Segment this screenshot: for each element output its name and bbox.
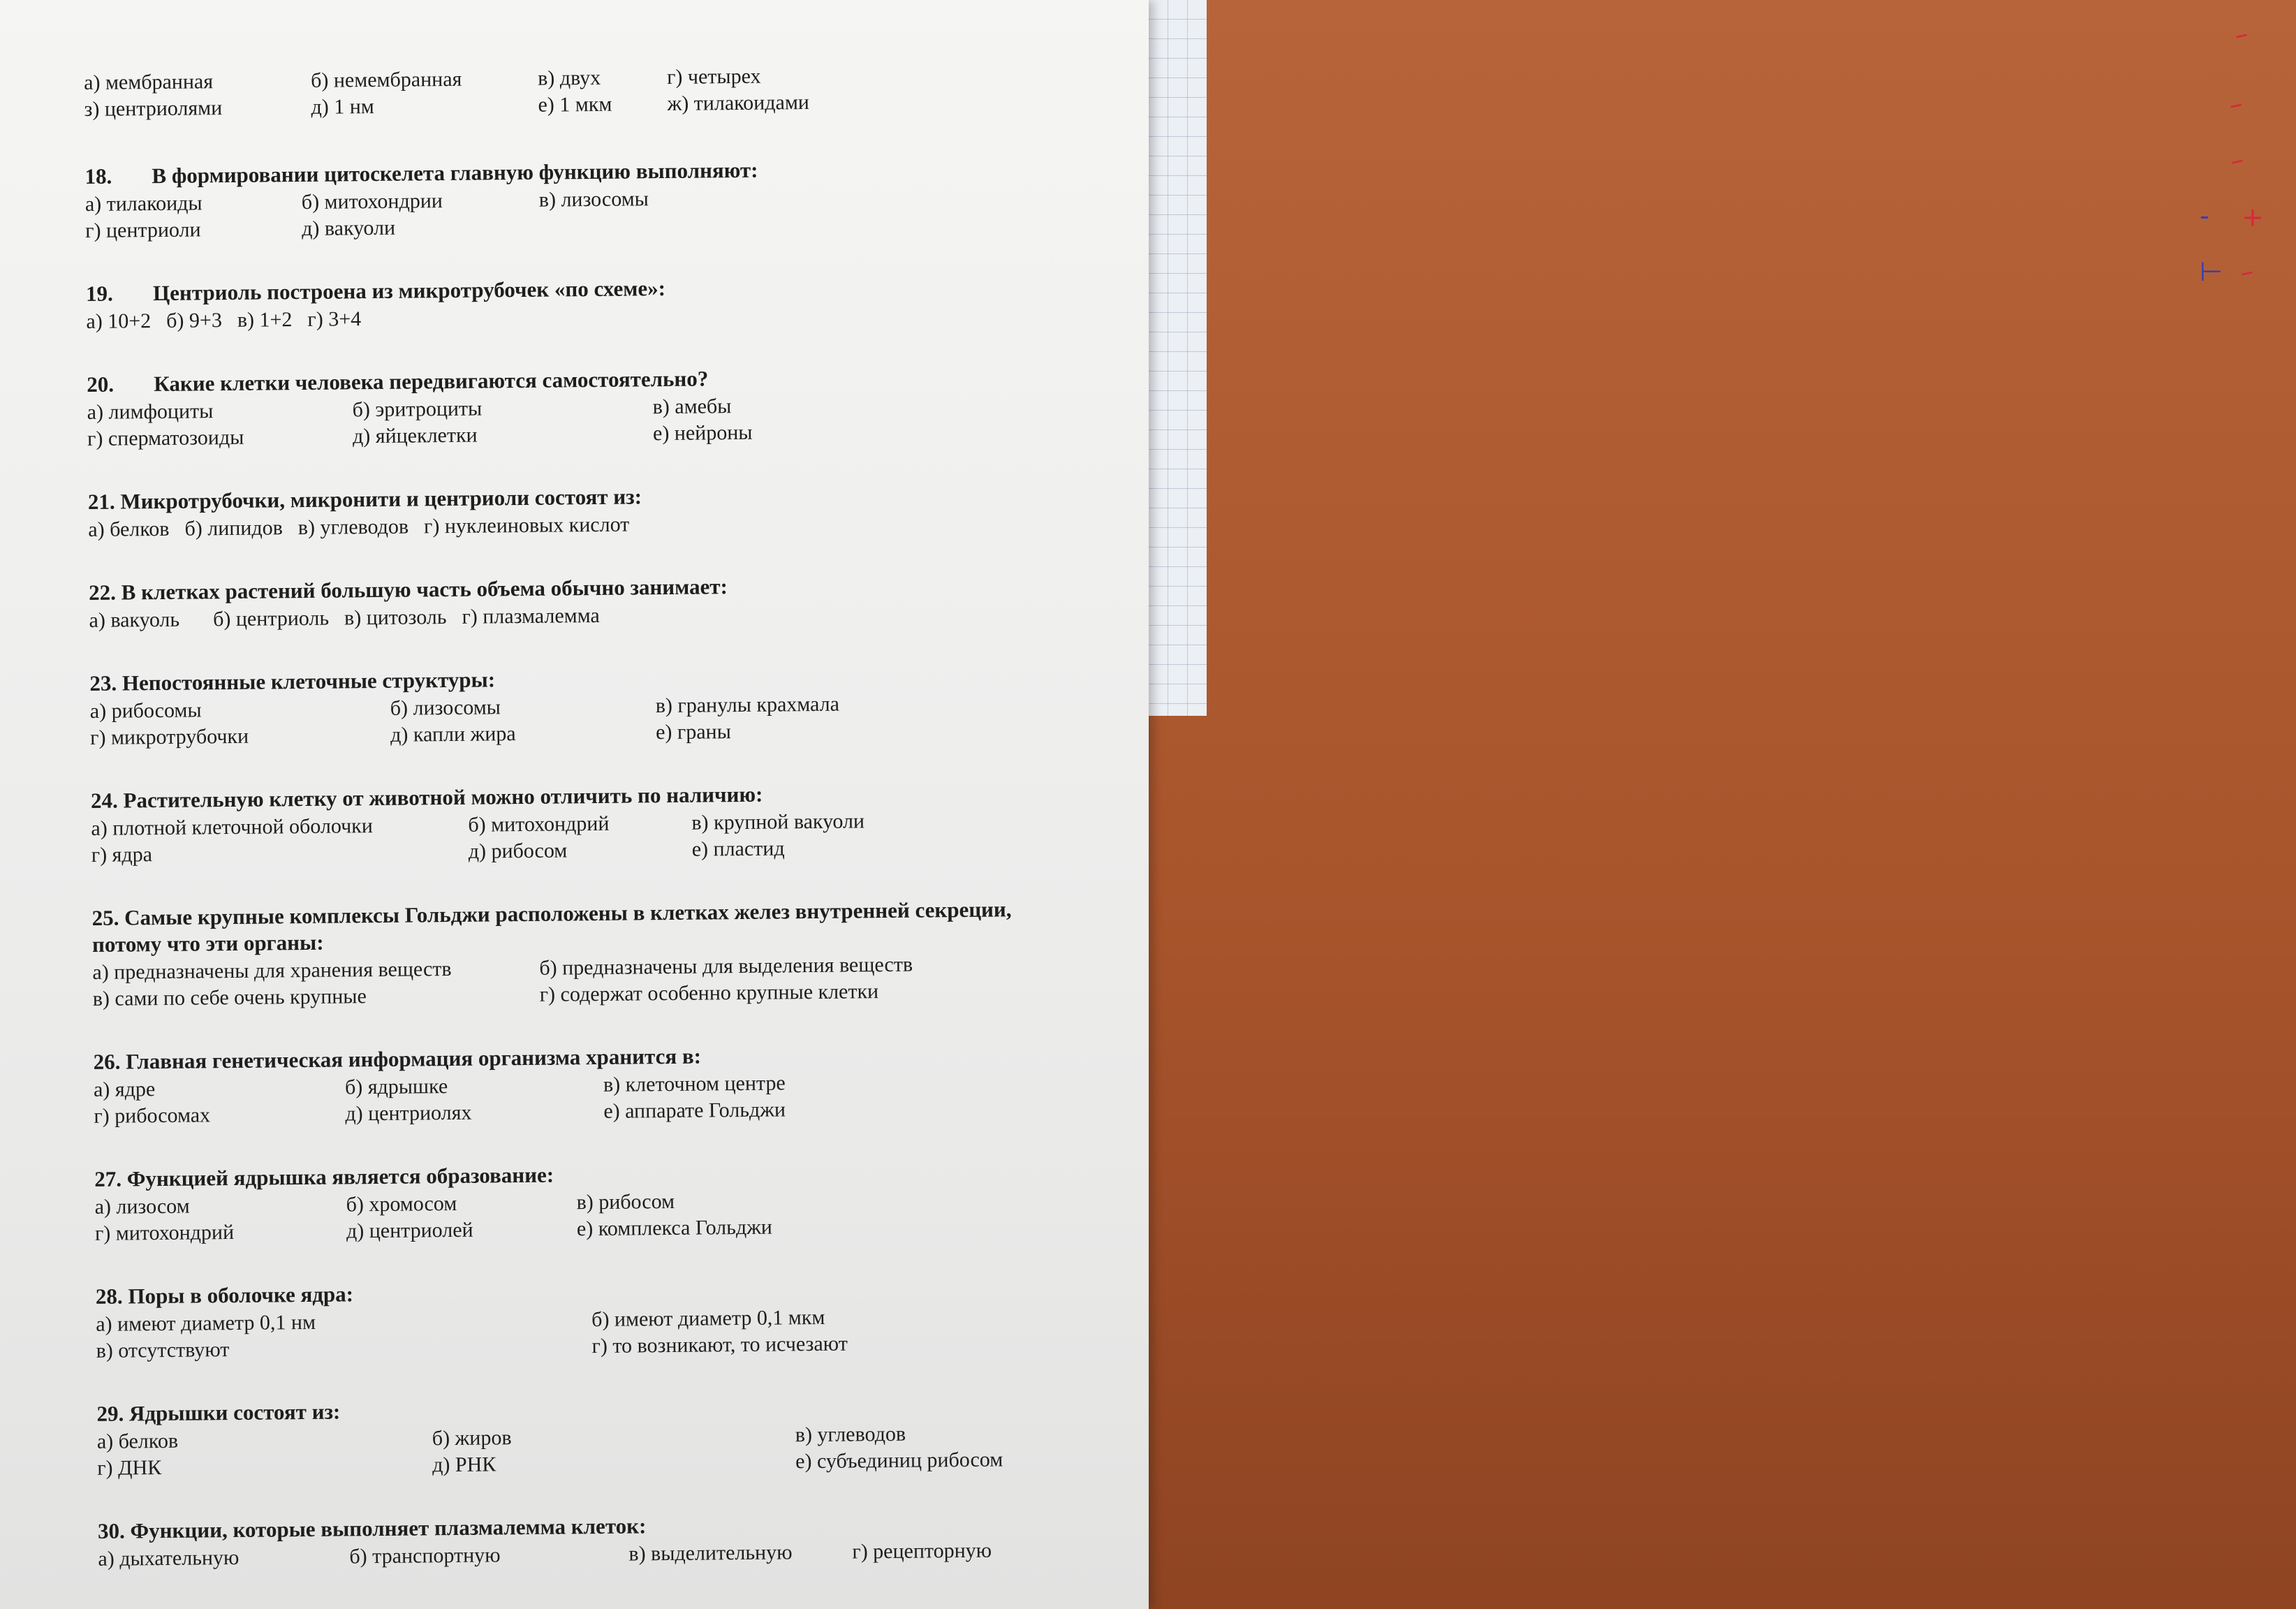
answer-option: г) ДНК [97, 1456, 162, 1480]
answer-option: г) ядра [91, 843, 153, 867]
answer-option: б) митохондрии [301, 189, 443, 214]
question-text: Ядрышки состоят из: [128, 1399, 341, 1426]
answer-option: б) транспортную [349, 1543, 501, 1568]
answer-option: в) амебы [652, 395, 732, 419]
question-number: 21. [87, 489, 115, 514]
answer-option: г) микротрубочки [90, 724, 249, 749]
answer-option: в) углеводов [297, 515, 409, 540]
blue-dash-mark: - [2200, 200, 2209, 231]
answer-option: в) клеточном центре [603, 1071, 786, 1096]
question-21 [88, 480, 1052, 543]
red-dash-mark: – [2231, 17, 2251, 51]
answer-option: е) граны [655, 720, 731, 744]
question-text: В формировании цитоскелета главную функцию выполняют: [152, 157, 758, 189]
answer-option: а) 10+2 [86, 309, 152, 333]
question-number: 26. [93, 1049, 121, 1074]
answer-option: г) митохондрий [94, 1221, 235, 1245]
answer-option: а) белков [88, 517, 170, 541]
question-number: 27. [94, 1166, 122, 1191]
answer-option: е) пластид [691, 837, 785, 861]
red-plus-mark: + [2242, 202, 2264, 233]
question-30 [98, 1509, 1062, 1573]
answer-option: а) вакуоль [89, 608, 180, 632]
question-text: Центриоль построена из микротрубочек «по схеме»: [152, 276, 666, 306]
red-dash-mark: – [2237, 255, 2257, 288]
blue-tick-mark: ⊢ [2200, 256, 2223, 287]
answer-option: б) липидов [184, 516, 283, 541]
answer-option: г) 3+4 [307, 307, 362, 331]
answer-option: д) капли жира [390, 722, 516, 747]
question-number: 28. [95, 1284, 123, 1309]
answer-option: б) ядрышке [344, 1075, 448, 1099]
question-23 [89, 661, 1054, 751]
answer-option: г) центриоли [85, 218, 201, 242]
answer-option: в) крупной вакуоли [691, 809, 865, 835]
answer-option: д) РНК [432, 1453, 496, 1477]
answer-option: е) комплекса Гольджи [576, 1215, 773, 1241]
answer-option: б) эритроциты [352, 397, 483, 422]
question-number: 29. [96, 1401, 124, 1426]
answer-option: д) центриолях [345, 1101, 472, 1126]
question-text: Микротрубочки, микронити и центриоли состоят из: [120, 484, 642, 514]
answer-option: д) рибосом [468, 839, 568, 863]
answer-option: б) 9+3 [166, 309, 223, 332]
answer-option: г) рецепторную [852, 1538, 992, 1564]
answer-option: д) центриолей [346, 1218, 473, 1243]
answer-option: в) цитозоль [344, 605, 447, 630]
answer-option: г) нуклеиновых кислот [423, 513, 630, 538]
question-number: 23. [89, 670, 117, 696]
answer-option: д) яйцеклетки [352, 423, 478, 448]
answer-option: г) содержат особенно крупные клетки [539, 980, 879, 1006]
answer-option: в) углеводов [795, 1422, 906, 1447]
answer-option: б) жиров [432, 1426, 512, 1450]
answer-option: в) лизосомы [538, 187, 649, 212]
answer-option: а) имеют диаметр 0,1 нм [96, 1310, 316, 1336]
red-dash-mark: – [2225, 87, 2246, 121]
answer-option: а) лизосом [94, 1194, 190, 1219]
question-text: Самые крупные комплексы Гольджи расположены в клетках желез внутренней секреции, потому что эти органы: [91, 897, 1012, 957]
answer-option: в) гранулы крахмала [655, 692, 840, 718]
question-27 [94, 1157, 1059, 1247]
question-number: 25. [91, 905, 119, 930]
handwritten-marks [2200, 17, 2296, 300]
red-dash-mark: – [2227, 143, 2247, 177]
answer-option: в) 1+2 [237, 308, 293, 332]
question-number: 19. [85, 281, 113, 306]
answer-option: г) рибосомах [94, 1103, 211, 1128]
answer-option: д) вакуоли [302, 216, 396, 241]
question-text: Поры в оболочке ядра: [128, 1281, 354, 1309]
question-text: Функцией ядрышка является образование: [126, 1162, 554, 1191]
question-18 [84, 154, 1049, 244]
answer-option: г) плазмалемма [462, 603, 600, 629]
worksheet-content [84, 61, 1062, 1609]
answer-option: б) хромосом [346, 1191, 457, 1217]
answer-option: а) плотной клеточной оболочки [91, 814, 374, 840]
question-22 [89, 571, 1053, 634]
question-text: Растительную клетку от животной можно отличить по наличию: [123, 781, 763, 813]
answer-option: е) нейроны [652, 420, 753, 446]
question-29 [96, 1392, 1061, 1482]
answer-option: в) отсутствуют [96, 1338, 230, 1362]
answer-option: в) сами по себе очень крупные [92, 985, 367, 1011]
answer-option: а) тилакоиды [84, 191, 203, 216]
answer-option: а) дыхательную [98, 1545, 240, 1571]
answer-option: е) аппарате Гольджи [603, 1098, 786, 1123]
question-text: Какие клетки человека передвигаются самостоятельно? [154, 366, 709, 397]
question-24 [91, 779, 1055, 869]
question-text: Функции, которые выполняет плазмалемма клеток: [130, 1513, 647, 1543]
answer-option: а) рибосомы [89, 698, 202, 723]
answer-option: а) лимфоциты [87, 399, 214, 424]
question-20 [87, 362, 1051, 453]
question-25 [91, 896, 1056, 1013]
question-number: 30. [97, 1518, 126, 1543]
answer-option: б) немембранная [311, 67, 462, 92]
question-text: Непостоянные клеточные структуры: [122, 667, 496, 696]
answer-option: б) лизосомы [390, 696, 501, 720]
answer-option: а) предназначены для хранения веществ [92, 957, 452, 984]
question-number: 24. [90, 788, 118, 813]
question-26 [93, 1040, 1057, 1130]
answer-option: б) предназначены для выделения веществ [539, 953, 913, 980]
answer-option: в) рибосом [576, 1189, 675, 1214]
question-number: 18. [84, 163, 112, 189]
question-text: Главная генетическая информация организма хранится в: [125, 1043, 702, 1074]
answer-option: в) выделительную [628, 1541, 793, 1566]
answer-option: г) то возникают, то исчезают [591, 1332, 848, 1358]
answer-option: в) двух [537, 66, 601, 90]
answer-option: б) митохондрий [468, 811, 610, 837]
question-28 [96, 1274, 1060, 1365]
question-number: 22. [89, 580, 117, 605]
question-19 [86, 272, 1050, 335]
answer-option: б) центриоль [212, 606, 330, 631]
answer-option: з) центриолями [84, 96, 223, 121]
answer-option: б) имеют диаметр 0,1 мкм [591, 1305, 825, 1332]
answer-option: ж) тилакоидами [667, 91, 810, 115]
answer-option: е) 1 мкм [538, 92, 612, 117]
answer-option: г) сперматозоиды [87, 425, 244, 450]
answer-option: а) белков [96, 1429, 179, 1453]
answer-option: а) мембранная [84, 70, 214, 94]
answer-option: д) 1 нм [311, 95, 374, 119]
answer-option: г) четырех [666, 64, 761, 89]
question-text: В клетках растений большую часть объема обычно занимает: [121, 574, 728, 605]
answer-option: е) субъединиц рибосом [795, 1448, 1003, 1474]
previous-question-options [84, 61, 1048, 123]
answer-option: а) ядре [93, 1078, 156, 1101]
question-number: 20. [87, 372, 115, 397]
